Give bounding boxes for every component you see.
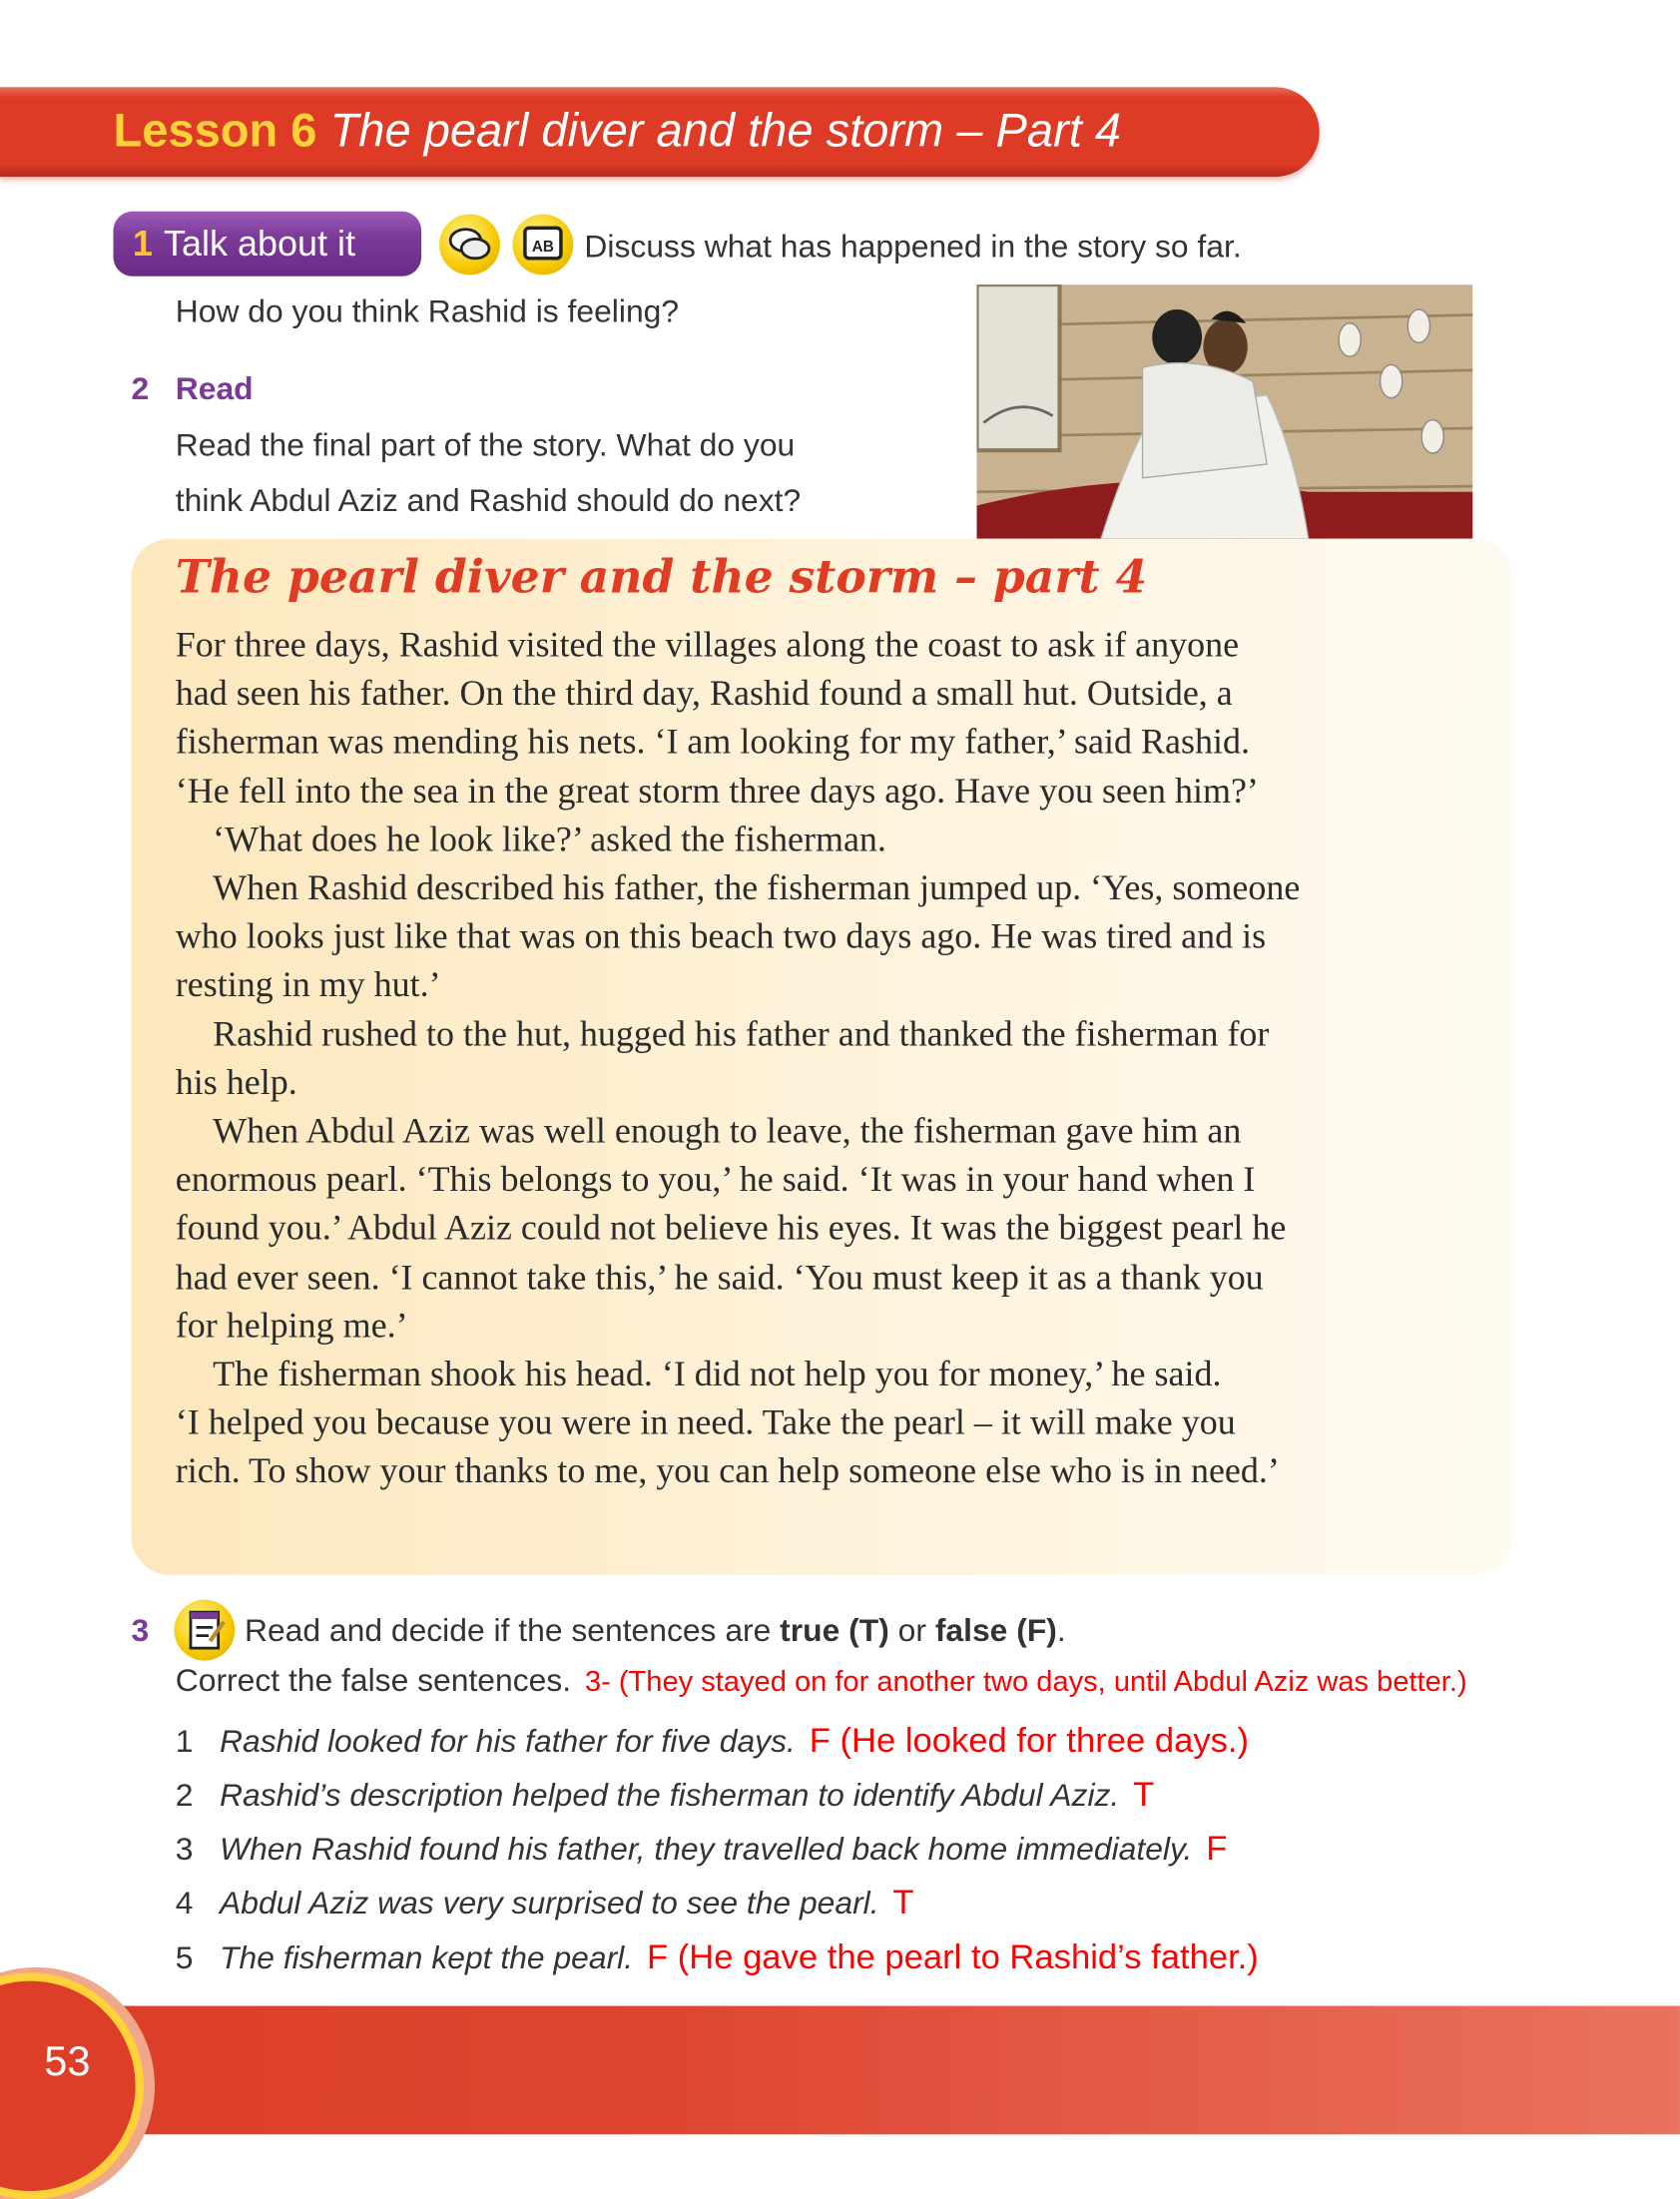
- item-number: 2: [175, 1776, 194, 1813]
- correct-instruction: Correct the false sentences. 3- (They stayed on for another two days, until Abdul Aziz was better.): [175, 1661, 1467, 1698]
- speech-bubbles-icon: [439, 215, 500, 275]
- item-text: The fisherman kept the pearl.: [220, 1939, 634, 1976]
- story-illustration: [976, 284, 1472, 539]
- statement-item: [176, 1938, 1259, 1978]
- lesson-title: The pearl diver and the storm – Part 4: [329, 105, 1122, 158]
- story-line: resting in my hut.’: [175, 964, 441, 1005]
- page-number: 53: [44, 2038, 91, 2085]
- section-3-instruction: Read and decide if the sentences are true (T) or false (F).: [244, 1612, 1066, 1649]
- story-line: ‘I helped you because you were in need. Take the pearl – it will make you: [175, 1402, 1236, 1443]
- statement-item: [176, 1721, 1249, 1761]
- read-instruction-line: think Abdul Aziz and Rashid should do next?: [175, 482, 802, 518]
- section-2-number: 2: [131, 369, 150, 406]
- story-line: found you.’ Abdul Aziz could not believe his eyes. It was the biggest pearl he: [175, 1208, 1287, 1249]
- handwritten-note: 3- (They stayed on for another two days, until Abdul Aziz was better.): [584, 1666, 1467, 1698]
- item-number: 5: [175, 1939, 194, 1976]
- answer: T: [1133, 1775, 1155, 1815]
- story-line: The fisherman shook his head. ‘I did not help you for money,’ he said.: [213, 1354, 1222, 1394]
- section-label: Talk about it: [163, 222, 355, 265]
- item-text: Rashid looked for his father for five days.: [220, 1722, 796, 1759]
- story-line: his help.: [175, 1062, 297, 1103]
- story-title: The pearl diver and the storm – part 4: [175, 549, 1148, 604]
- svg-text:AB: AB: [531, 238, 554, 256]
- item-number: 4: [175, 1884, 194, 1921]
- item-text: When Rashid found his father, they travelled back home immediately.: [220, 1830, 1193, 1867]
- story-line: who looks just like that was on this beach two days ago. He was tired and is: [175, 915, 1267, 956]
- item-text: Rashid’s description helped the fisherman to identify Abdul Aziz.: [220, 1776, 1120, 1813]
- statement-item: [176, 1883, 914, 1923]
- activity-book-icon: [512, 215, 573, 275]
- discuss-instruction: Discuss what has happened in the story so far.: [584, 228, 1242, 265]
- footer-bar: [0, 2006, 1680, 2135]
- story-line: for helping me.’: [175, 1305, 408, 1346]
- section-number: 1: [132, 222, 153, 265]
- story-line: Rashid rushed to the hut, hugged his father and thanked the fisherman for: [213, 1013, 1270, 1054]
- story-line: ‘He fell into the sea in the great storm three days ago. Have you seen him?’: [175, 770, 1259, 811]
- story-line: For three days, Rashid visited the villages along the coast to ask if anyone: [175, 624, 1240, 665]
- answer: T: [892, 1883, 914, 1923]
- statement-item: [176, 1829, 1228, 1869]
- answer: F: [1206, 1829, 1228, 1869]
- item-text: Abdul Aziz was very surprised to see the pearl.: [220, 1884, 879, 1921]
- answer: F (He looked for three days.): [809, 1721, 1250, 1761]
- story-line: enormous pearl. ‘This belongs to you,’ he said. ‘It was in your hand when I: [175, 1159, 1256, 1200]
- story-line: ‘What does he look like?’ asked the fisherman.: [213, 819, 886, 859]
- lesson-header: [0, 87, 1320, 177]
- feeling-question: How do you think Rashid is feeling?: [175, 292, 680, 329]
- item-number: 3: [175, 1830, 194, 1867]
- story-line: fisherman was mending his nets. ‘I am looking for my father,’ said Rashid.: [175, 721, 1250, 763]
- story-line: had seen his father. On the third day, Rashid found a small hut. Outside, a: [175, 673, 1233, 714]
- section-2-label: Read: [175, 369, 254, 406]
- story-line: When Rashid described his father, the fisherman jumped up. ‘Yes, someone: [213, 867, 1301, 908]
- talk-about-it-badge: [113, 212, 421, 276]
- story-line: rich. To show your thanks to me, you can help someone else who is in need.’: [175, 1450, 1280, 1491]
- story-line: When Abdul Aziz was well enough to leave, the fisherman gave him an: [213, 1110, 1242, 1151]
- write-icon: [174, 1600, 235, 1661]
- answer: F (He gave the pearl to Rashid’s father.): [646, 1937, 1259, 1977]
- lesson-number: Lesson 6: [113, 105, 317, 158]
- story-line: had ever seen. ‘I cannot take this,’ he said. ‘You must keep it as a thank you: [175, 1256, 1264, 1298]
- section-3-number: 3: [131, 1612, 150, 1649]
- item-number: 1: [175, 1722, 194, 1759]
- statement-item: [176, 1775, 1155, 1815]
- read-instruction-line: Read the final part of the story. What do you: [175, 426, 796, 463]
